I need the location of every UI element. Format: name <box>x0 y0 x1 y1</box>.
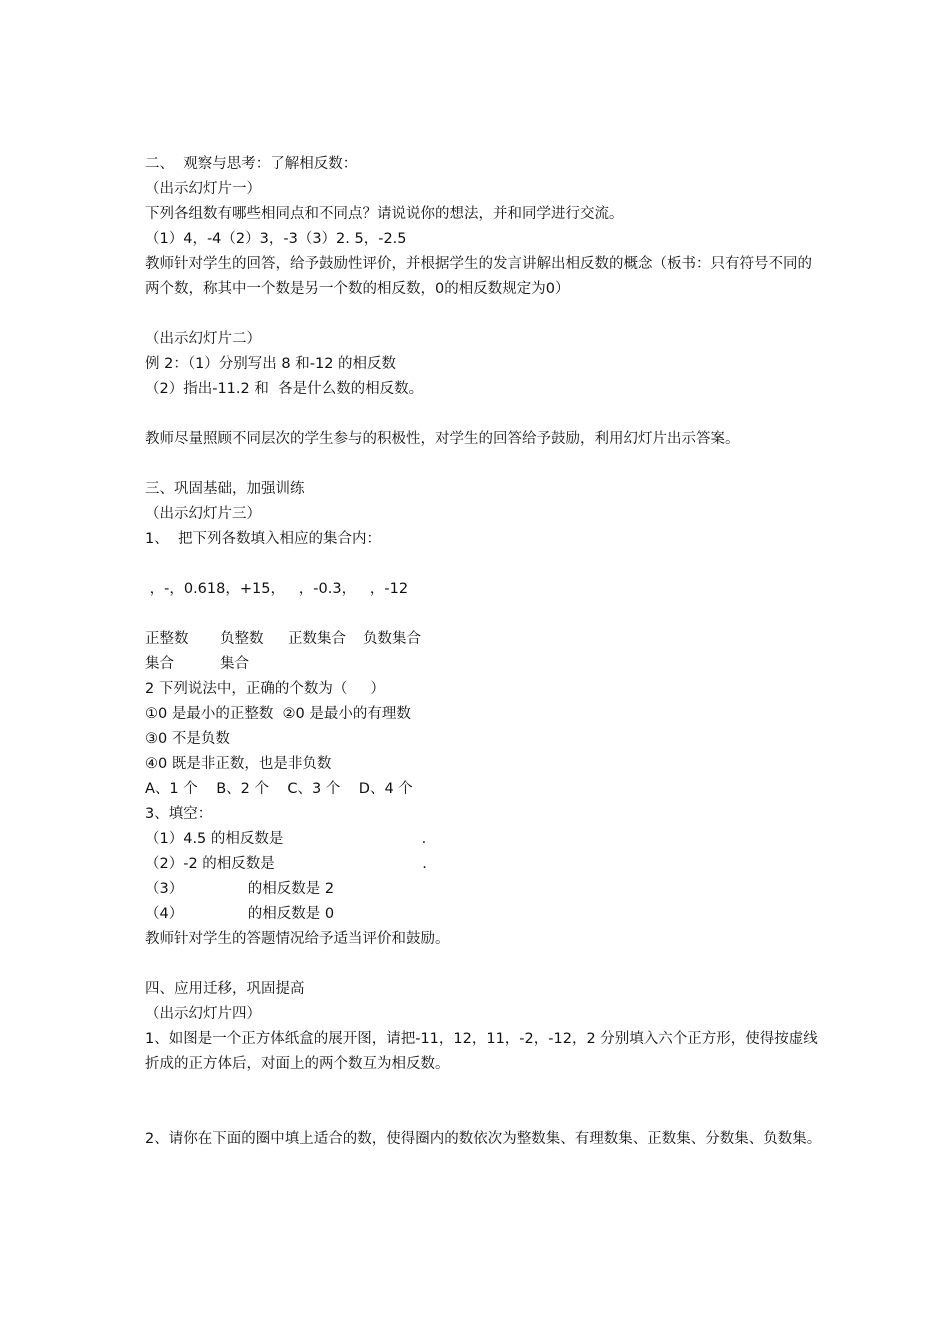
fill-blank-1: （1）4.5 的相反数是 . <box>145 831 427 847</box>
section-3-title: 三、巩固基础，加强训练 <box>145 481 305 497</box>
teacher-note-1: 教师针对学生的回答，给予鼓励性评价，并根据学生的发言讲解出相反数的概念（板书：只有符号不同的两个数，称其中一个数是另一个数的相反数，0的相反数规定为0） <box>145 256 812 297</box>
application-2: 2、请你在下面的圈中填上适合的数，使得圈内的数依次为整数集、有理数集、正数集、分数集、负数集。 <box>145 1131 822 1147</box>
fill-blank-4: （4） 的相反数是 0 <box>145 906 335 922</box>
fill-blank-2: （2）-2 的相反数是 . <box>145 856 427 872</box>
set-labels-row-1 <box>145 627 825 652</box>
statement-3: ③0 不是负数 <box>145 731 230 747</box>
set-label: 负数集合 <box>363 631 421 647</box>
number-groups: （1）4，-4（2）3，-3（3）2. 5，-2.5 <box>145 231 407 247</box>
exercise-3: 3、填空： <box>145 806 213 822</box>
slide-2-note: （出示幻灯片二） <box>145 331 261 347</box>
fill-blank-3: （3） 的相反数是 2 <box>145 881 335 897</box>
application-1: 1、如图是一个正方体纸盒的展开图，请把-11，12，11，-2，-12，2 分别填入六个正方形，使得按虚线 折成的正方体后，对面上的两个数互为相反数。 <box>145 1031 818 1072</box>
teacher-note-3: 教师针对学生的答题情况给予适当评价和鼓励。 <box>145 931 450 947</box>
set-label: 集合 <box>145 656 174 672</box>
exercise-2: 2 下列说法中，正确的个数为（ ） <box>145 681 385 697</box>
answer-choices: A、1 个 B、2 个 C、3 个 D、4 个 <box>145 781 413 797</box>
section-2-title: 二、 观察与思考：了解相反数： <box>145 156 358 172</box>
slide-1-note: （出示幻灯片一） <box>145 181 261 197</box>
statement-1-2: ①0 是最小的正整数 ②0 是最小的有理数 <box>145 706 411 722</box>
statement-4: ④0 既是非正数，也是非负数 <box>145 756 332 772</box>
number-list: ，-，0.618，+15， ，-0.3， ，-12 <box>145 581 409 597</box>
slide-3-note: （出示幻灯片三） <box>145 506 261 522</box>
question-text: 下列各组数有哪些相同点和不同点？请说说你的想法，并和同学进行交流。 <box>145 206 624 222</box>
set-label: 负整数 <box>220 631 264 647</box>
section-4-title: 四、应用迁移，巩固提高 <box>145 981 305 997</box>
set-label: 正数集合 <box>288 631 346 647</box>
set-label: 正整数 <box>145 631 189 647</box>
document-body <box>145 152 825 1152</box>
example-2-part-1: 例 2：（1）分别写出 8 和-12 的相反数 <box>145 356 397 372</box>
slide-4-note: （出示幻灯片四） <box>145 1006 261 1022</box>
teacher-note-2: 教师尽量照顾不同层次的学生参与的积极性，对学生的回答给予鼓励，利用幻灯片出示答案。 <box>145 431 740 447</box>
set-label: 集合 <box>220 656 249 672</box>
set-labels-row-2 <box>145 652 825 677</box>
exercise-1: 1、 把下列各数填入相应的集合内： <box>145 531 381 547</box>
example-2-part-2: （2）指出-11.2 和 各是什么数的相反数。 <box>145 381 424 397</box>
